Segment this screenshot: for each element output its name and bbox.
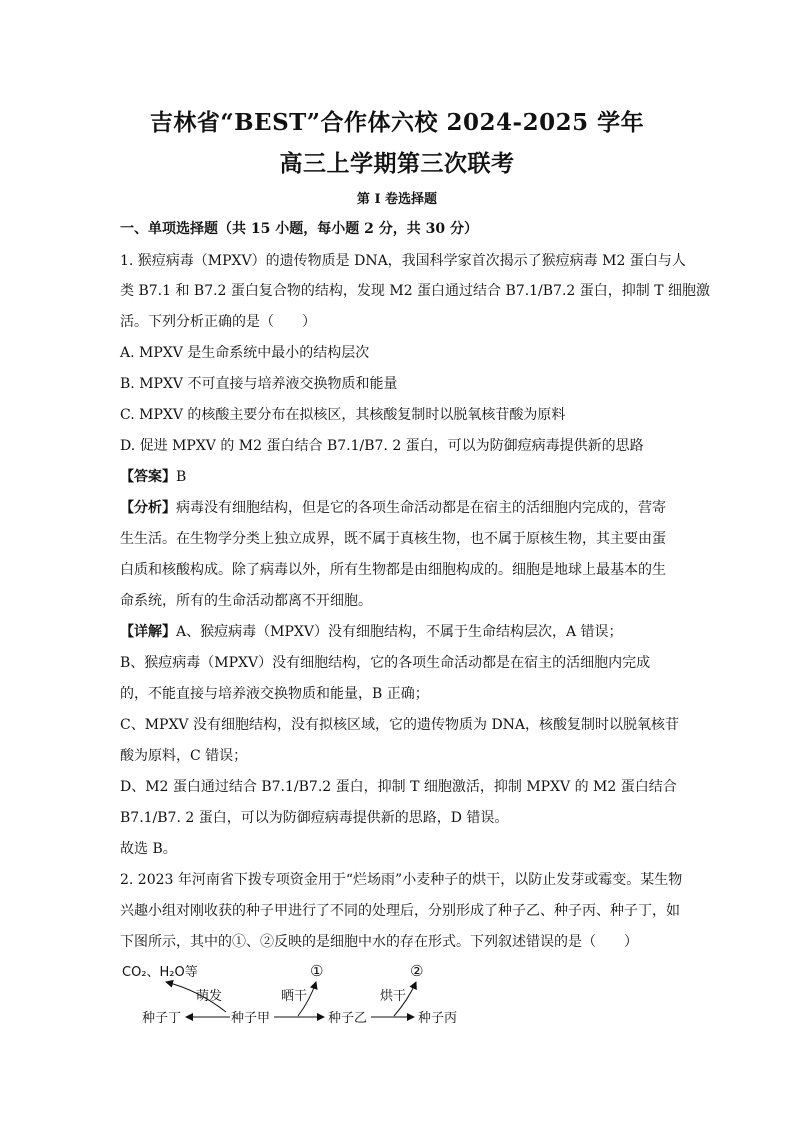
q1-analysis-line1	[120, 497, 666, 517]
q1-detail-line3: 的，不能直接与培养液交换物质和能量，B 正确；	[120, 686, 429, 702]
seed-ding-label: 种子丁	[142, 1011, 182, 1026]
q1-option-a: A. MPXV 是生命系统中最小的结构层次	[120, 345, 370, 361]
seed-jia-label: 种子甲	[231, 1011, 271, 1026]
q2-stem-line1: 2. 2023 年河南省下拨专项资金用于“烂场雨”小麦种子的烘干，以防止发芽或霉变。某生物	[120, 872, 683, 888]
q1-answer	[120, 466, 186, 486]
q1-detail-line8: 故选 B。	[120, 841, 177, 857]
page-title-line2: 高三上学期第三次联考	[279, 150, 515, 177]
circle-one-label: ①	[310, 962, 324, 980]
q1-detail-line5: 酸为原料，C 错误；	[120, 748, 248, 764]
seed-process-diagram	[118, 960, 478, 1030]
q1-option-d: D. 促进 MPXV 的 M2 蛋白结合 B7.1/B7. 2 蛋白，可以为防御痘病毒提供新的思路	[120, 438, 644, 454]
q1-detail-line7: B7.1/B7. 2 蛋白，可以为防御痘病毒提供新的思路，D 错误。	[120, 810, 509, 826]
germinate-label: 萌发	[196, 989, 223, 1004]
detail-label: 【详解】	[120, 624, 176, 640]
analysis-label: 【分析】	[120, 500, 176, 516]
q1-analysis-line4: 命系统，所有的生命活动都离不开细胞。	[120, 593, 372, 609]
q2-stem-line3: 下图所示，其中的①、②反映的是细胞中水的存在形式。下列叙述错误的是（ ）	[120, 934, 638, 950]
co2-h2o-label: CO₂、H₂O等	[122, 965, 198, 980]
analysis-text: 病毒没有细胞结构，但是它的各项生命活动都是在宿主的活细胞内完成的，营寄	[176, 500, 666, 516]
detail-text: A、猴痘病毒（MPXV）没有细胞结构，不属于生命结构层次，A 错误；	[176, 624, 623, 640]
q1-detail-line4: C、MPXV 没有细胞结构，没有拟核区域，它的遗传物质为 DNA，核酸复制时以脱氧核苷	[120, 717, 680, 733]
sun-dry-label: 晒干	[281, 989, 308, 1004]
section-heading: 一、单项选择题（共 15 小题，每小题 2 分，共 30 分）	[120, 221, 478, 237]
q1-analysis-line2: 生生活。在生物学分类上独立成界，既不属于真核生物，也不属于原核生物，其主要由蛋	[120, 531, 666, 547]
seed-yi-label: 种子乙	[328, 1011, 368, 1026]
q1-analysis-line3: 白质和核酸构成。除了病毒以外，所有生物都是由细胞构成的。细胞是地球上最基本的生	[120, 562, 666, 578]
page-title-line1: 吉林省“BEST”合作体六校 2024-2025 学年	[149, 109, 645, 136]
q1-option-b: B. MPXV 不可直接与培养液交换物质和能量	[120, 376, 398, 392]
answer-value: B	[176, 469, 187, 485]
circle-two-label: ②	[410, 962, 424, 980]
section-subtitle: 第 I 卷选择题	[356, 192, 438, 207]
q1-option-c: C. MPXV 的核酸主要分布在拟核区，其核酸复制时以脱氧核苷酸为原料	[120, 407, 566, 423]
bake-dry-label: 烘干	[380, 989, 407, 1004]
seed-bing-label: 种子丙	[418, 1011, 458, 1026]
q1-stem-line1: 1. 猴痘病毒（MPXV）的遗传物质是 DNA，我国科学家首次揭示了猴痘病毒 M2 蛋白与人	[120, 253, 686, 269]
q1-detail-line2: B、猴痘病毒（MPXV）没有细胞结构，它的各项生命活动都是在宿主的活细胞内完成	[120, 655, 651, 671]
answer-label: 【答案】	[120, 469, 176, 485]
q1-detail-line1	[120, 621, 623, 641]
q1-detail-line6: D、M2 蛋白通过结合 B7.1/B7.2 蛋白，抑制 T 细胞激活，抑制 MPXV 的 M2 蛋白结合	[120, 779, 677, 795]
q1-stem-line2: 类 B7.1 和 B7.2 蛋白复合物的结构，发现 M2 蛋白通过结合 B7.1/B7.2 蛋白，抑制 T 细胞激	[120, 283, 711, 299]
q1-stem-line3: 活。下列分析正确的是（ ）	[120, 314, 316, 330]
q2-stem-line2: 兴趣小组对刚收获的种子甲进行了不同的处理后，分别形成了种子乙、种子丙、种子丁，如	[120, 903, 680, 919]
